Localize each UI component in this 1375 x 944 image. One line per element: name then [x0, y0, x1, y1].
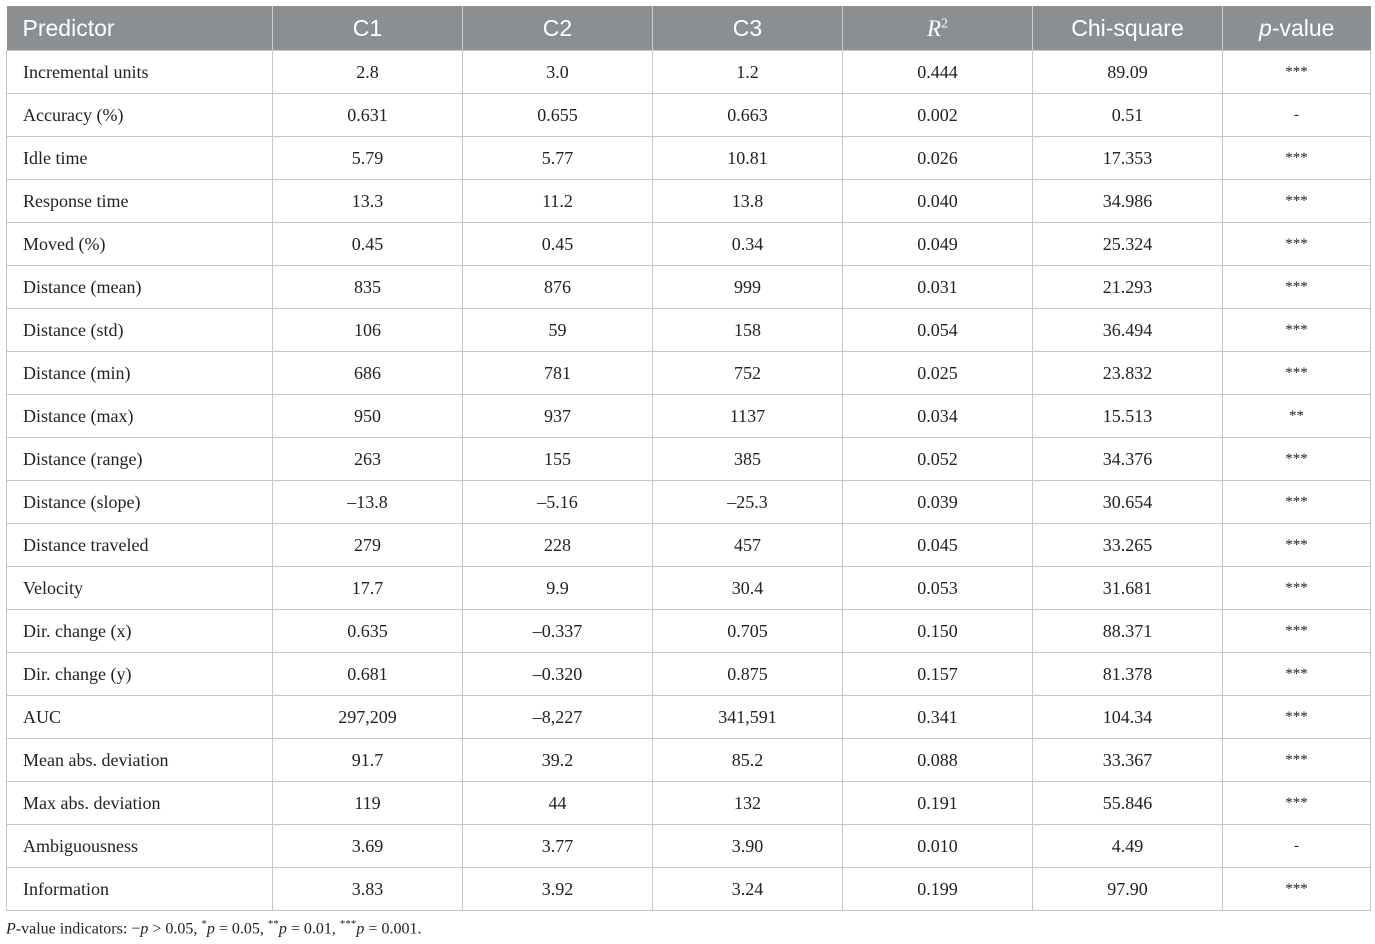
table-row — [7, 137, 1371, 180]
predictor-cell: Moved (%) — [7, 223, 273, 266]
footnote-s3: *** — [339, 918, 357, 930]
p-value-cell: *** — [1223, 782, 1371, 825]
header-row — [7, 6, 1371, 51]
chi-square-cell: 31.681 — [1033, 567, 1223, 610]
footnote-label-italic: P — [6, 920, 16, 938]
c3-cell: 3.24 — [653, 868, 843, 911]
c2-cell: 228 — [463, 524, 653, 567]
header-p-rest: -value — [1271, 14, 1335, 41]
r-squared-cell: 0.150 — [843, 610, 1033, 653]
table-row — [7, 94, 1371, 137]
c2-cell: 0.655 — [463, 94, 653, 137]
chi-square-cell: 33.265 — [1033, 524, 1223, 567]
predictor-cell: Accuracy (%) — [7, 94, 273, 137]
c3-cell: 1.2 — [653, 51, 843, 94]
c3-cell: 0.663 — [653, 94, 843, 137]
table-row — [7, 266, 1371, 309]
c3-cell: 10.81 — [653, 137, 843, 180]
p-value-cell: *** — [1223, 266, 1371, 309]
table-row — [7, 782, 1371, 825]
r-squared-cell: 0.444 — [843, 51, 1033, 94]
p-value-cell: *** — [1223, 137, 1371, 180]
table-row — [7, 825, 1371, 868]
header-c3: C3 — [653, 6, 843, 51]
r-squared-cell: 0.052 — [843, 438, 1033, 481]
header-c1: C1 — [273, 6, 463, 51]
c3-cell: 0.875 — [653, 653, 843, 696]
c1-cell: 2.8 — [273, 51, 463, 94]
c1-cell: 3.69 — [273, 825, 463, 868]
p-value-cell: *** — [1223, 180, 1371, 223]
header-p-value — [1223, 6, 1371, 51]
c2-cell: 3.77 — [463, 825, 653, 868]
table-row — [7, 51, 1371, 94]
table-row — [7, 395, 1371, 438]
r-squared-cell: 0.341 — [843, 696, 1033, 739]
chi-square-cell: 25.324 — [1033, 223, 1223, 266]
p-value-cell: *** — [1223, 653, 1371, 696]
c3-cell: –25.3 — [653, 481, 843, 524]
r-squared-cell: 0.049 — [843, 223, 1033, 266]
footnote-p4: p — [356, 920, 365, 938]
c1-cell: 0.631 — [273, 94, 463, 137]
table-row — [7, 739, 1371, 782]
c3-cell: 1137 — [653, 395, 843, 438]
c2-cell: 44 — [463, 782, 653, 825]
c1-cell: 91.7 — [273, 739, 463, 782]
c2-cell: 9.9 — [463, 567, 653, 610]
p-value-cell: *** — [1223, 481, 1371, 524]
c2-cell: 39.2 — [463, 739, 653, 782]
chi-square-cell: 34.376 — [1033, 438, 1223, 481]
c2-cell: 59 — [463, 309, 653, 352]
results-table — [6, 6, 1371, 911]
predictor-cell: Velocity — [7, 567, 273, 610]
table-row — [7, 868, 1371, 911]
header-c2: C2 — [463, 6, 653, 51]
footnote-t2: = 0.05, — [214, 920, 268, 938]
c2-cell: 155 — [463, 438, 653, 481]
header-chi-square: Chi-square — [1033, 6, 1223, 51]
c2-cell: –0.337 — [463, 610, 653, 653]
r-squared-cell: 0.031 — [843, 266, 1033, 309]
chi-square-cell: 89.09 — [1033, 51, 1223, 94]
chi-square-cell: 30.654 — [1033, 481, 1223, 524]
c1-cell: 263 — [273, 438, 463, 481]
predictor-cell: Distance (range) — [7, 438, 273, 481]
p-value-cell: *** — [1223, 868, 1371, 911]
footnote-s2: ** — [267, 918, 279, 930]
c1-cell: 950 — [273, 395, 463, 438]
table-row — [7, 309, 1371, 352]
chi-square-cell: 33.367 — [1033, 739, 1223, 782]
c1-cell: 0.681 — [273, 653, 463, 696]
footnote-s1: * — [201, 918, 207, 930]
chi-square-cell: 55.846 — [1033, 782, 1223, 825]
r-squared-cell: 0.199 — [843, 868, 1033, 911]
c1-cell: –13.8 — [273, 481, 463, 524]
c1-cell: 119 — [273, 782, 463, 825]
chi-square-cell: 104.34 — [1033, 696, 1223, 739]
p-value-cell: *** — [1223, 309, 1371, 352]
c3-cell: 30.4 — [653, 567, 843, 610]
c2-cell: 937 — [463, 395, 653, 438]
c3-cell: 457 — [653, 524, 843, 567]
r-squared-cell: 0.002 — [843, 94, 1033, 137]
r-squared-cell: 0.054 — [843, 309, 1033, 352]
predictor-cell: AUC — [7, 696, 273, 739]
predictor-cell: Mean abs. deviation — [7, 739, 273, 782]
table-row — [7, 180, 1371, 223]
p-value-cell: *** — [1223, 51, 1371, 94]
table-row — [7, 610, 1371, 653]
c1-cell: 106 — [273, 309, 463, 352]
r-squared-cell: 0.157 — [843, 653, 1033, 696]
p-value-cell: *** — [1223, 696, 1371, 739]
chi-square-cell: 23.832 — [1033, 352, 1223, 395]
header-r-superscript: 2 — [941, 15, 949, 31]
predictor-cell: Ambiguousness — [7, 825, 273, 868]
p-value-cell: *** — [1223, 223, 1371, 266]
chi-square-cell: 0.51 — [1033, 94, 1223, 137]
r-squared-cell: 0.088 — [843, 739, 1033, 782]
c3-cell: 13.8 — [653, 180, 843, 223]
table-row — [7, 223, 1371, 266]
footnote-p3: p — [278, 920, 287, 938]
predictor-cell: Distance (std) — [7, 309, 273, 352]
header-r-squared — [843, 6, 1033, 51]
table-body — [7, 51, 1371, 911]
header-p-italic: p — [1259, 14, 1272, 41]
c2-cell: 876 — [463, 266, 653, 309]
predictor-cell: Distance traveled — [7, 524, 273, 567]
c2-cell: 11.2 — [463, 180, 653, 223]
c2-cell: 0.45 — [463, 223, 653, 266]
p-value-cell: *** — [1223, 610, 1371, 653]
c2-cell: –8,227 — [463, 696, 653, 739]
predictor-cell: Response time — [7, 180, 273, 223]
c1-cell: 5.79 — [273, 137, 463, 180]
c3-cell: 999 — [653, 266, 843, 309]
p-value-cell: *** — [1223, 739, 1371, 782]
predictor-cell: Distance (min) — [7, 352, 273, 395]
p-value-cell: - — [1223, 825, 1371, 868]
chi-square-cell: 4.49 — [1033, 825, 1223, 868]
table-row — [7, 567, 1371, 610]
c3-cell: 0.34 — [653, 223, 843, 266]
r-squared-cell: 0.039 — [843, 481, 1033, 524]
c3-cell: 341,591 — [653, 696, 843, 739]
table-row — [7, 696, 1371, 739]
p-value-cell: *** — [1223, 524, 1371, 567]
r-squared-cell: 0.010 — [843, 825, 1033, 868]
chi-square-cell: 15.513 — [1033, 395, 1223, 438]
table-row — [7, 524, 1371, 567]
table-row — [7, 438, 1371, 481]
chi-square-cell: 34.986 — [1033, 180, 1223, 223]
c1-cell: 3.83 — [273, 868, 463, 911]
chi-square-cell: 21.293 — [1033, 266, 1223, 309]
r-squared-cell: 0.045 — [843, 524, 1033, 567]
predictor-cell: Idle time — [7, 137, 273, 180]
predictor-cell: Dir. change (y) — [7, 653, 273, 696]
c1-cell: 0.45 — [273, 223, 463, 266]
table-row — [7, 653, 1371, 696]
c3-cell: 132 — [653, 782, 843, 825]
c2-cell: 5.77 — [463, 137, 653, 180]
c1-cell: 13.3 — [273, 180, 463, 223]
r-squared-cell: 0.034 — [843, 395, 1033, 438]
p-value-cell: *** — [1223, 567, 1371, 610]
table-row — [7, 352, 1371, 395]
footnote-p2: p — [206, 920, 215, 938]
p-value-cell: - — [1223, 94, 1371, 137]
chi-square-cell: 97.90 — [1033, 868, 1223, 911]
c1-cell: 686 — [273, 352, 463, 395]
c2-cell: 3.0 — [463, 51, 653, 94]
footnote-t4: = 0.001. — [364, 920, 422, 938]
c3-cell: 3.90 — [653, 825, 843, 868]
chi-square-cell: 36.494 — [1033, 309, 1223, 352]
predictor-cell: Distance (mean) — [7, 266, 273, 309]
p-value-cell: *** — [1223, 352, 1371, 395]
table-row — [7, 481, 1371, 524]
c1-cell: 297,209 — [273, 696, 463, 739]
table-footnote — [6, 918, 421, 938]
header-predictor: Predictor — [7, 6, 273, 51]
c1-cell: 17.7 — [273, 567, 463, 610]
predictor-cell: Distance (max) — [7, 395, 273, 438]
c2-cell: –5.16 — [463, 481, 653, 524]
chi-square-cell: 88.371 — [1033, 610, 1223, 653]
r-squared-cell: 0.040 — [843, 180, 1033, 223]
c2-cell: 781 — [463, 352, 653, 395]
chi-square-cell: 17.353 — [1033, 137, 1223, 180]
c1-cell: 279 — [273, 524, 463, 567]
c2-cell: 3.92 — [463, 868, 653, 911]
predictor-cell: Max abs. deviation — [7, 782, 273, 825]
p-value-cell: *** — [1223, 438, 1371, 481]
p-value-cell: ** — [1223, 395, 1371, 438]
c3-cell: 158 — [653, 309, 843, 352]
predictor-cell: Distance (slope) — [7, 481, 273, 524]
c1-cell: 0.635 — [273, 610, 463, 653]
footnote-p1: p — [140, 920, 149, 938]
predictor-cell: Incremental units — [7, 51, 273, 94]
footnote-t3: = 0.01, — [286, 920, 340, 938]
footnote-label-rest: -value indicators: − — [15, 920, 141, 938]
footnote-t1: > 0.05, — [148, 920, 202, 938]
header-r-base: R — [926, 15, 942, 41]
c1-cell: 835 — [273, 266, 463, 309]
r-squared-cell: 0.191 — [843, 782, 1033, 825]
predictor-cell: Dir. change (x) — [7, 610, 273, 653]
c3-cell: 85.2 — [653, 739, 843, 782]
chi-square-cell: 81.378 — [1033, 653, 1223, 696]
r-squared-cell: 0.053 — [843, 567, 1033, 610]
c2-cell: –0.320 — [463, 653, 653, 696]
c3-cell: 0.705 — [653, 610, 843, 653]
r-squared-cell: 0.026 — [843, 137, 1033, 180]
c3-cell: 752 — [653, 352, 843, 395]
c3-cell: 385 — [653, 438, 843, 481]
r-squared-cell: 0.025 — [843, 352, 1033, 395]
predictor-cell: Information — [7, 868, 273, 911]
